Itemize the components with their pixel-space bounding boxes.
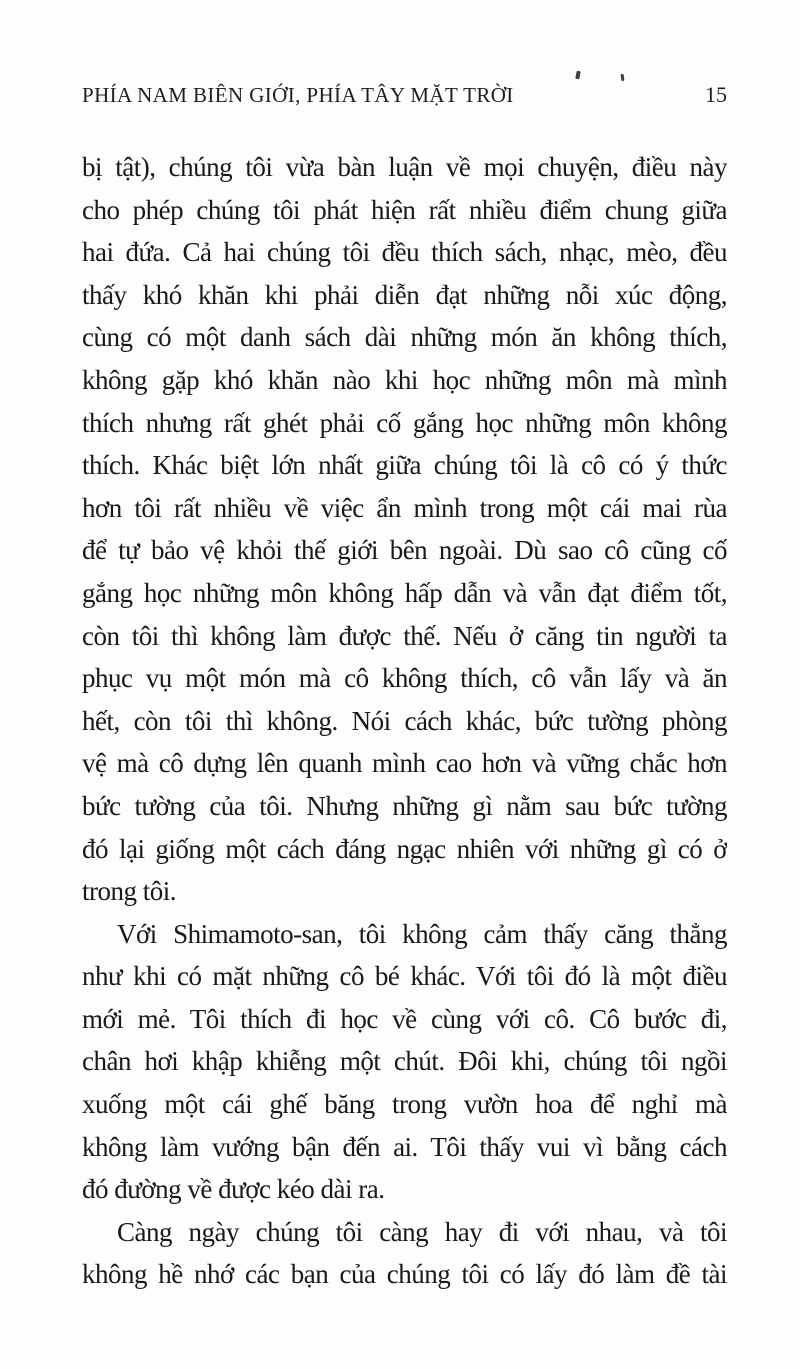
text-line paragraph-end: trong tôi.: [82, 876, 176, 907]
text-line: xuống một cái ghế băng trong vườn hoa để nghỉ mà: [82, 1089, 727, 1120]
scan-speck: [621, 74, 625, 81]
page-number: 15: [705, 82, 727, 107]
text-line: hai đứa. Cả hai chúng tôi đều thích sách, nhạc, mèo, đều: [82, 237, 727, 268]
text-line paragraph-start: Với Shimamoto-san, tôi không cảm thấy căng thẳng: [117, 918, 727, 949]
text-line: thấy khó khăn khi phải diễn đạt những nỗi xúc động,: [82, 279, 727, 310]
text-line: thích. Khác biệt lớn nhất giữa chúng tôi là cô có ý thức: [82, 450, 727, 481]
text-line: còn tôi thì không làm được thế. Nếu ở căng tin người ta: [82, 620, 727, 651]
text-line paragraph-end: đó đường về được kéo dài ra.: [82, 1174, 385, 1205]
text-line: không làm vướng bận đến ai. Tôi thấy vui vì bằng cách: [82, 1131, 727, 1162]
text-line: hết, còn tôi thì không. Nói cách khác, bức tường phòng: [82, 705, 727, 736]
text-line: để tự bảo vệ khỏi thế giới bên ngoài. Dù sao cô cũng cố: [82, 535, 727, 566]
text-line: cùng có một danh sách dài những món ăn không thích,: [82, 322, 727, 353]
text-line: bức tường của tôi. Nhưng những gì nằm sau bức tường: [82, 790, 727, 821]
text-line: chân hơi khập khiễng một chút. Đôi khi, chúng tôi ngồi: [82, 1046, 727, 1077]
text-line: đó lại giống một cách đáng ngạc nhiên với những gì có ở: [82, 833, 727, 864]
text-line: bị tật), chúng tôi vừa bàn luận về mọi chuyện, điều này: [82, 152, 727, 182]
text-line: hơn tôi rất nhiều về việc ẩn mình trong một cái mai rùa: [82, 492, 727, 523]
text-line: vệ mà cô dựng lên quanh mình cao hơn và vững chắc hơn: [82, 748, 727, 779]
text-line paragraph-start: Càng ngày chúng tôi càng hay đi với nhau, và tôi: [117, 1216, 727, 1247]
text-line: không gặp khó khăn nào khi học những môn mà mình: [82, 364, 727, 395]
text-line: gắng học những môn không hấp dẫn và vẫn đạt điểm tốt,: [82, 577, 727, 608]
scan-speck: [575, 71, 581, 80]
body-text: [82, 146, 727, 1296]
running-header: [82, 82, 727, 108]
text-line: mới mẻ. Tôi thích đi học về cùng với cô. Cô bước đi,: [82, 1003, 727, 1034]
running-header-title: PHÍA NAM BIÊN GIỚI, PHÍA TÂY MẶT TRỜI: [82, 83, 514, 107]
text-line: phục vụ một món mà cô không thích, cô vẫn lấy và ăn: [82, 663, 727, 694]
text-line: như khi có mặt những cô bé khác. Với tôi đó là một điều: [82, 961, 727, 992]
text-line: thích nhưng rất ghét phải cố gắng học những môn không: [82, 407, 727, 438]
text-line: không hề nhớ các bạn của chúng tôi có lấy đó làm đề tài: [82, 1259, 727, 1290]
text-line: cho phép chúng tôi phát hiện rất nhiều điểm chung giữa: [82, 194, 727, 225]
